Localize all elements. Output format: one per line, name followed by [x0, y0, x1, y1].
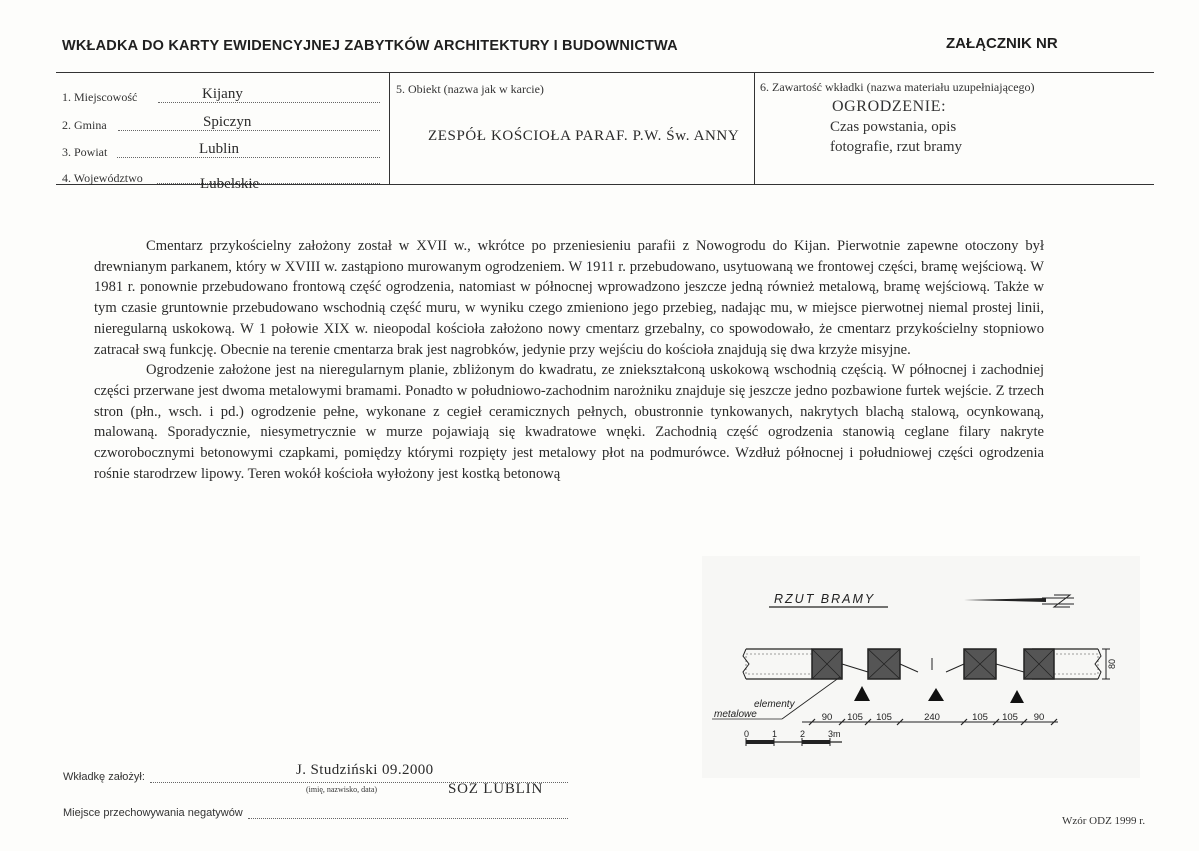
column-divider-1 — [389, 73, 390, 185]
scale-label: 0 — [744, 729, 750, 739]
side-dimension-label: 80 — [1107, 658, 1117, 669]
description-text — [94, 236, 1044, 484]
field-voivodeship-label: 4. Województwo — [62, 171, 143, 185]
scale-label: 1 — [772, 729, 778, 739]
form-model: Wzór ODZ 1999 r. — [1062, 815, 1146, 827]
scale-label: 2 — [800, 729, 806, 739]
author-value: J. Studziński 09.2000 — [296, 762, 434, 778]
gate-plan-drawing — [702, 556, 1140, 778]
pillar-3 — [964, 649, 996, 679]
scale-label: 3m — [828, 729, 841, 739]
column-divider-2 — [754, 73, 755, 185]
drawing-title: RZUT BRAMY — [774, 592, 876, 606]
pillar-1 — [812, 649, 842, 679]
dimension-labels — [822, 712, 1045, 723]
field-county-label: 3. Powiat — [62, 145, 108, 159]
drawing-background — [702, 556, 1140, 778]
description-paragraph-1: Cmentarz przykościelny założony został w XVII w., wkrótce po przeniesieniu parafii z Nowogrodu do Kijan. Pierwotnie zapewne otoczony był drewnianym parkanem, który w XVIII w. zastąpiono murowanym ogrodzeniem. W 1911 r. przebudowano, usytuowaną we frontowej części, bramę wejściową. W 1981 r. ponownie przebudowano frontową część ogrodzenia, natomiast w północnej wprowadzono jeszcze jedną również metalową, bramę wejściową. Także w tym czasie gruntownie przebudowano wschodnią część muru, w wyniku czego zmieniono jego przebieg, nadając mu, w miejsce pierwotnej niemal prostej linii, nieregularną uskokową. W 1 połowie XIX w. nieopodal kościoła założono nowy cmentarz grzebalny, co spowodowało, że cmentarz przykościelny stopniowo zatracał swą funkcję. Obecnie na terenie cmentarza brak jest nagrobków, jedynie przy wejściu do kościoła znajdują się dwa krzyże misyjne. — [94, 238, 1044, 358]
field-place-label: 1. Miejscowość — [62, 90, 138, 104]
contents-line-1: OGRODZENIE: — [832, 98, 947, 115]
description-paragraph-2: Ogrodzenie założone jest na nieregularnym planie, zbliżonym do kwadratu, ze zniekształconą uskokową wschodnią częścią. W północnej i zachodniej części przerwane jest dwoma metalowymi bramami. Ponadto w południowo-zachodnim narożniku znajduje się jeszcze jedno pozbawione furtek wejście. Z trzech stron (płn., wsch. i pd.) ogrodzenie pełne, wykonane z cegieł ceramicznych pełnych, obustronnie tynkowanych, nakrytych blachą stalową, ocynkowaną, malowaną. Sporadycznie, niesymetrycznie w murze pojawiają się kwadratowe wnęki. Zachodnią część ogrodzenia stanowią ceglane filary nakryte czworobocznymi betonowymi czapkami, pomiędzy którymi rozpięty jest metalowy płot na podmurówce. Wzdłuż północnej i południowej części ogrodzenia rośnie starodrzew lipowy. Teren wokół kościoła wyłożony jest kostką betonową — [94, 362, 1044, 482]
gate-plan-svg — [702, 556, 1140, 778]
negatives-dots — [248, 818, 568, 819]
field-voivodeship-dots — [157, 183, 380, 184]
field-place-value: Kijany — [202, 86, 243, 102]
author-hint: (imię, nazwisko, data) — [306, 785, 378, 794]
metal-label-line-2: metalowe — [714, 709, 757, 720]
author-label: Wkładkę założył: — [63, 771, 145, 783]
contents-list — [830, 97, 962, 157]
dimension-label: 105 — [1002, 712, 1018, 723]
field-commune — [62, 115, 380, 133]
field-place-dots — [158, 102, 380, 103]
dimension-label: 240 — [924, 712, 940, 723]
dimension-label: 105 — [876, 712, 892, 723]
contents-line-2: Czas powstania, opis — [830, 119, 957, 135]
object-name: ZESPÓŁ KOŚCIOŁA PARAF. P.W. Św. ANNY — [428, 128, 740, 144]
negatives-label: Miejsce przechowywania negatywów — [63, 807, 243, 819]
metal-label-line-1: elementy — [754, 699, 795, 710]
header-top-rule — [56, 72, 1154, 73]
dimension-label: 105 — [847, 712, 863, 723]
field-place — [62, 87, 380, 105]
form-title: WKŁADKA DO KARTY EWIDENCYJNEJ ZABYTKÓW ARCHITEKTURY I BUDOWNICTWA — [62, 38, 678, 54]
pillar-2 — [868, 649, 900, 679]
field-voivodeship — [62, 168, 380, 192]
dimension-label: 90 — [1033, 712, 1045, 723]
contents-line-3: fotografie, rzut bramy — [830, 139, 963, 155]
organization-stamp: SOZ LUBLIN — [448, 781, 544, 797]
field-voivodeship-value: Lubelskie — [200, 176, 260, 192]
field-commune-label: 2. Gmina — [62, 118, 107, 132]
field-county — [62, 142, 380, 160]
pillar-4 — [1024, 649, 1054, 679]
field-county-dots — [117, 157, 380, 158]
object-label: 5. Obiekt (nazwa jak w karcie) — [396, 82, 544, 96]
field-county-value: Lublin — [199, 141, 239, 157]
annex-number: ZAŁĄCZNIK NR — [946, 35, 1058, 52]
dimension-label: 90 — [821, 712, 833, 723]
dimension-label: 105 — [972, 712, 988, 723]
field-commune-value: Spiczyn — [203, 114, 252, 130]
contents-label: 6. Zawartość wkładki (nazwa materiału uzupełniającego) — [760, 80, 1035, 94]
